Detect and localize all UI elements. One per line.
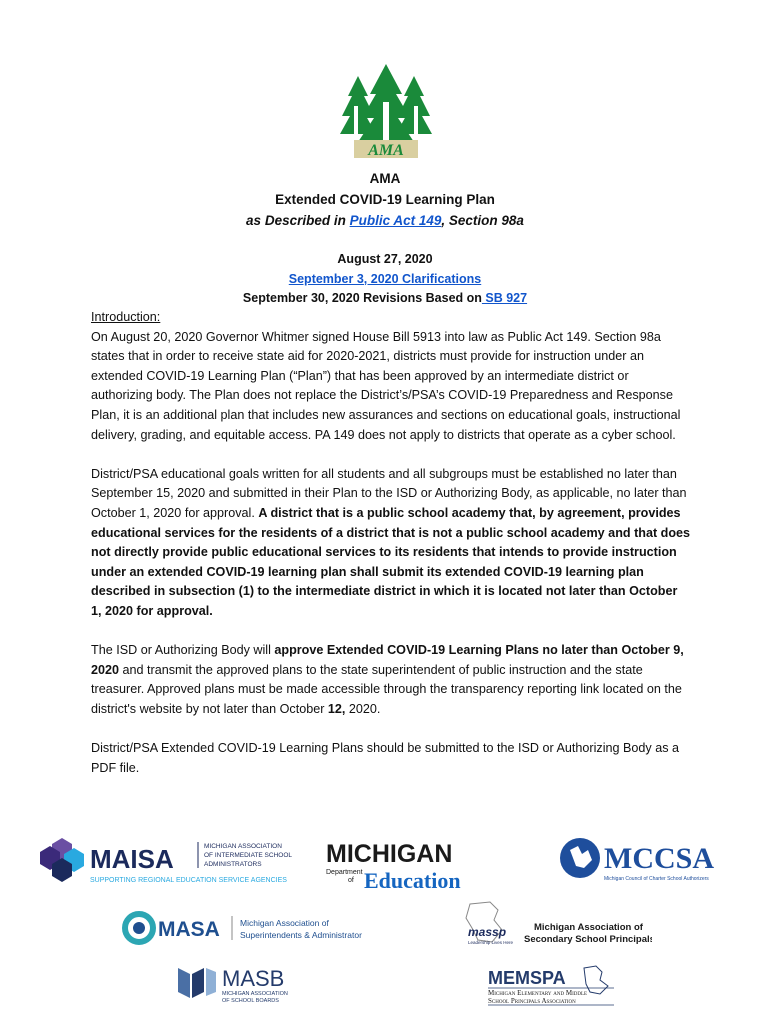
maisa-logo [38, 836, 308, 886]
mccsa-name: MCCSA [604, 842, 714, 875]
memspa-logo [484, 964, 634, 1006]
mde-michigan: MICHIGAN [326, 840, 453, 868]
document-title: Extended COVID-19 Learning Plan [275, 192, 495, 207]
date-original: August 27, 2020 [337, 252, 433, 266]
svg-text:Michigan Council of Charter Sc: Michigan Council of Charter School Authorizers [604, 876, 709, 882]
memspa-name: MEMSPA [488, 968, 566, 988]
masa-logo [122, 910, 362, 946]
mccsa-logo [558, 836, 718, 884]
paragraph-3 [91, 641, 691, 719]
paragraph-2-bold: A district that is a public school academy that, by agreement, provides educational services for the residents of a district that is not a public school academy and that does not directly provide public educational services to its residents that intends to provide instruction under an extended COVID-19 learning plan shall submit its extended COVID-19 learning plan described in subsection (1) to the intermediate district in which it is located not later than October 1, 2020 for approval. [91, 505, 691, 618]
massp-mark: massp [468, 925, 507, 939]
svg-text:ADMINISTRATORS: ADMINISTRATORS [204, 861, 262, 868]
svg-text:SUPPORTING REGIONAL EDUCATION: SUPPORTING REGIONAL EDUCATION SERVICE AGENCIES [90, 877, 287, 884]
date-revisions [0, 289, 770, 309]
mde-logo [322, 838, 478, 890]
introduction-heading: Introduction: [91, 310, 161, 324]
subtitle-prefix: as Described in [246, 213, 350, 228]
paragraph-2 [91, 465, 691, 622]
svg-text:School Principals Association: School Principals Association [488, 997, 576, 1005]
svg-text:OF SCHOOL BOARDS: OF SCHOOL BOARDS [222, 998, 279, 1004]
svg-text:OF INTERMEDIATE SCHOOL: OF INTERMEDIATE SCHOOL [204, 852, 292, 859]
paragraph-4: District/PSA Extended COVID-19 Learning Plans should be submitted to the ISD or Authorizing Body as a PDF file. [91, 741, 680, 775]
svg-text:of: of [348, 877, 354, 884]
svg-text:Michigan Association of: Michigan Association of [534, 922, 643, 933]
mde-education: Education [364, 868, 461, 890]
svg-text:MICHIGAN ASSOCIATION: MICHIGAN ASSOCIATION [222, 991, 288, 997]
svg-text:Superintendents & Administrato: Superintendents & Administrators [240, 930, 362, 940]
paragraph-3-bold-date: 12, [327, 701, 346, 716]
massp-logo [462, 900, 652, 952]
paragraph-3-bold: approve Extended COVID-19 Learning Plans no later than October 9, 2020 [91, 643, 684, 677]
paragraph-1: On August 20, 2020 Governor Whitmer signed House Bill 5913 into law as Public Act 149. Section 98a states that in order to receive state aid for 2020-2021, districts must provide for instruction under an extended COVID-19 Learning Plan (“Plan”) that has been approved by an intermediate district or authorizing body. The Plan does not replace the District’s/PSA’s COVID-19 Preparedness and Response Plan, it is an additional plan that includes new assurances and sections on educational goals, instructional delivery, grading, and equitable access. PA 149 does not apply to districts that operate as a cyber school. [91, 329, 681, 442]
ama-logo-text: AMA [368, 142, 404, 159]
svg-text:Leadership Lives Here: Leadership Lives Here [468, 940, 514, 945]
dates-block [0, 250, 770, 309]
public-act-149-link[interactable]: Public Act 149 [349, 213, 442, 228]
clarifications-link[interactable]: September 3, 2020 Clarifications [288, 271, 482, 286]
masa-name: MASA [158, 918, 220, 941]
document-body [91, 308, 691, 778]
svg-text:Secondary School Principals: Secondary School Principals [524, 934, 652, 945]
masb-logo [176, 962, 312, 1004]
svg-text:Michigan Association of: Michigan Association of [240, 918, 329, 928]
org-name: AMA [369, 171, 401, 186]
masb-name: MASB [222, 966, 285, 991]
paragraph-2-text: District/PSA educational goals written for all students and all subgroups must be established no later than September 15, 2020 and submitted in their Plan to the ISD or Authorizing Body, as applicable, no later than October 1, 2020 for approval. [91, 466, 687, 520]
ama-logo [336, 62, 436, 160]
document-subtitle [0, 210, 770, 231]
svg-text:Department: Department [326, 869, 363, 876]
svg-text:MICHIGAN ASSOCIATION: MICHIGAN ASSOCIATION [204, 843, 282, 850]
paragraph-3-text-c: and transmit the approved plans to the state superintendent of public instruction and the state treasurer. Approved plans must be made accessible through the transparency reporting link located on the district's website by not later than October [91, 662, 682, 716]
maisa-name: MAISA [90, 844, 174, 874]
revisions-label: September 30, 2020 Revisions Based on [242, 291, 482, 305]
svg-text:Michigan Elementary and Middle: Michigan Elementary and Middle [488, 989, 588, 997]
document-title-block [0, 168, 770, 231]
sb-927-link[interactable]: SB 927 [481, 291, 528, 305]
paragraph-3-text-e: 2020. [345, 701, 381, 716]
paragraph-3-text-a: The ISD or Authorizing Body will [91, 643, 275, 658]
subtitle-suffix: , Section 98a [441, 213, 524, 228]
